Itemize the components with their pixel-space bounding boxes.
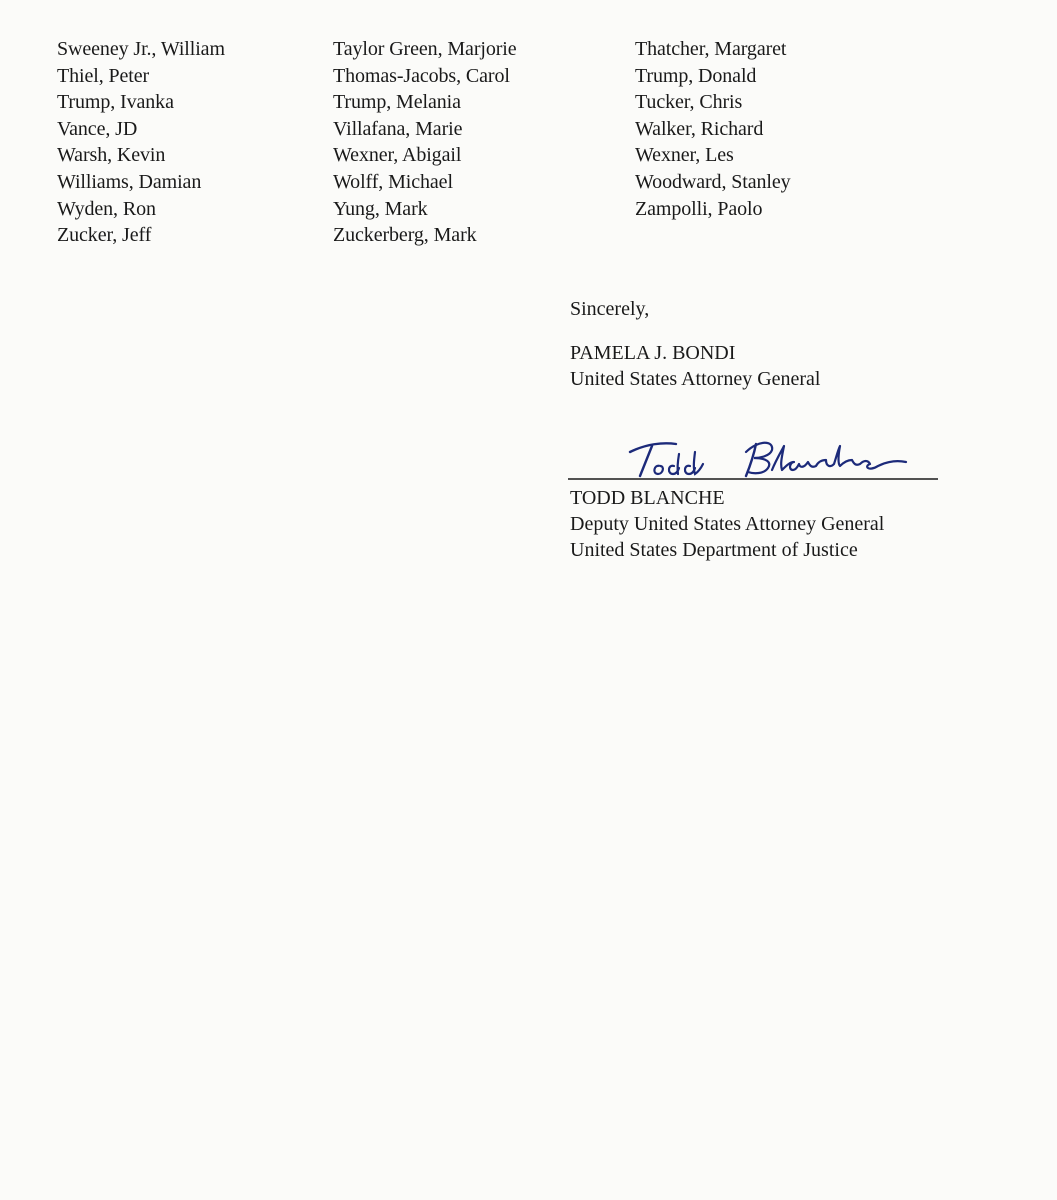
deputy-signature-block [570, 485, 884, 563]
list-item: Williams, Damian [57, 170, 202, 193]
handwritten-signature [568, 430, 940, 490]
list-item: Wolff, Michael [333, 170, 453, 193]
name-list-column-3 [635, 36, 791, 222]
list-item: Sweeney Jr., William [57, 38, 225, 60]
list-item: Zuckerberg, Mark [333, 224, 477, 247]
list-item: Warsh, Kevin [57, 144, 166, 167]
list-item: Zampolli, Paolo [635, 197, 763, 220]
signer-1-name: PAMELA J. BONDI [570, 342, 736, 364]
list-item: Trump, Melania [333, 91, 461, 114]
signature-icon [568, 430, 940, 490]
signer-2-department: United States Department of Justice [570, 539, 858, 561]
list-item: Yung, Mark [333, 197, 428, 220]
closing-text: Sincerely, [570, 298, 650, 320]
name-list-column-2 [333, 36, 517, 249]
list-item: Thatcher, Margaret [635, 38, 787, 60]
list-item: Trump, Donald [635, 64, 757, 87]
signer-1-title: United States Attorney General [570, 368, 821, 390]
name-list-column-1 [57, 36, 225, 249]
list-item: Thomas-Jacobs, Carol [333, 64, 510, 87]
signature-block [570, 296, 821, 392]
list-item: Tucker, Chris [635, 91, 743, 114]
list-item: Villafana, Marie [333, 117, 463, 140]
list-item: Thiel, Peter [57, 64, 150, 87]
list-item: Wexner, Abigail [333, 144, 462, 167]
list-item: Vance, JD [57, 117, 138, 140]
list-item: Zucker, Jeff [57, 224, 152, 247]
list-item: Woodward, Stanley [635, 170, 791, 193]
signer-2-name: TODD BLANCHE [570, 487, 725, 509]
list-item: Taylor Green, Marjorie [333, 38, 517, 60]
signer-2-title: Deputy United States Attorney General [570, 513, 885, 535]
list-item: Trump, Ivanka [57, 91, 174, 114]
list-item: Wexner, Les [635, 144, 734, 167]
list-item: Walker, Richard [635, 117, 764, 140]
list-item: Wyden, Ron [57, 197, 156, 220]
